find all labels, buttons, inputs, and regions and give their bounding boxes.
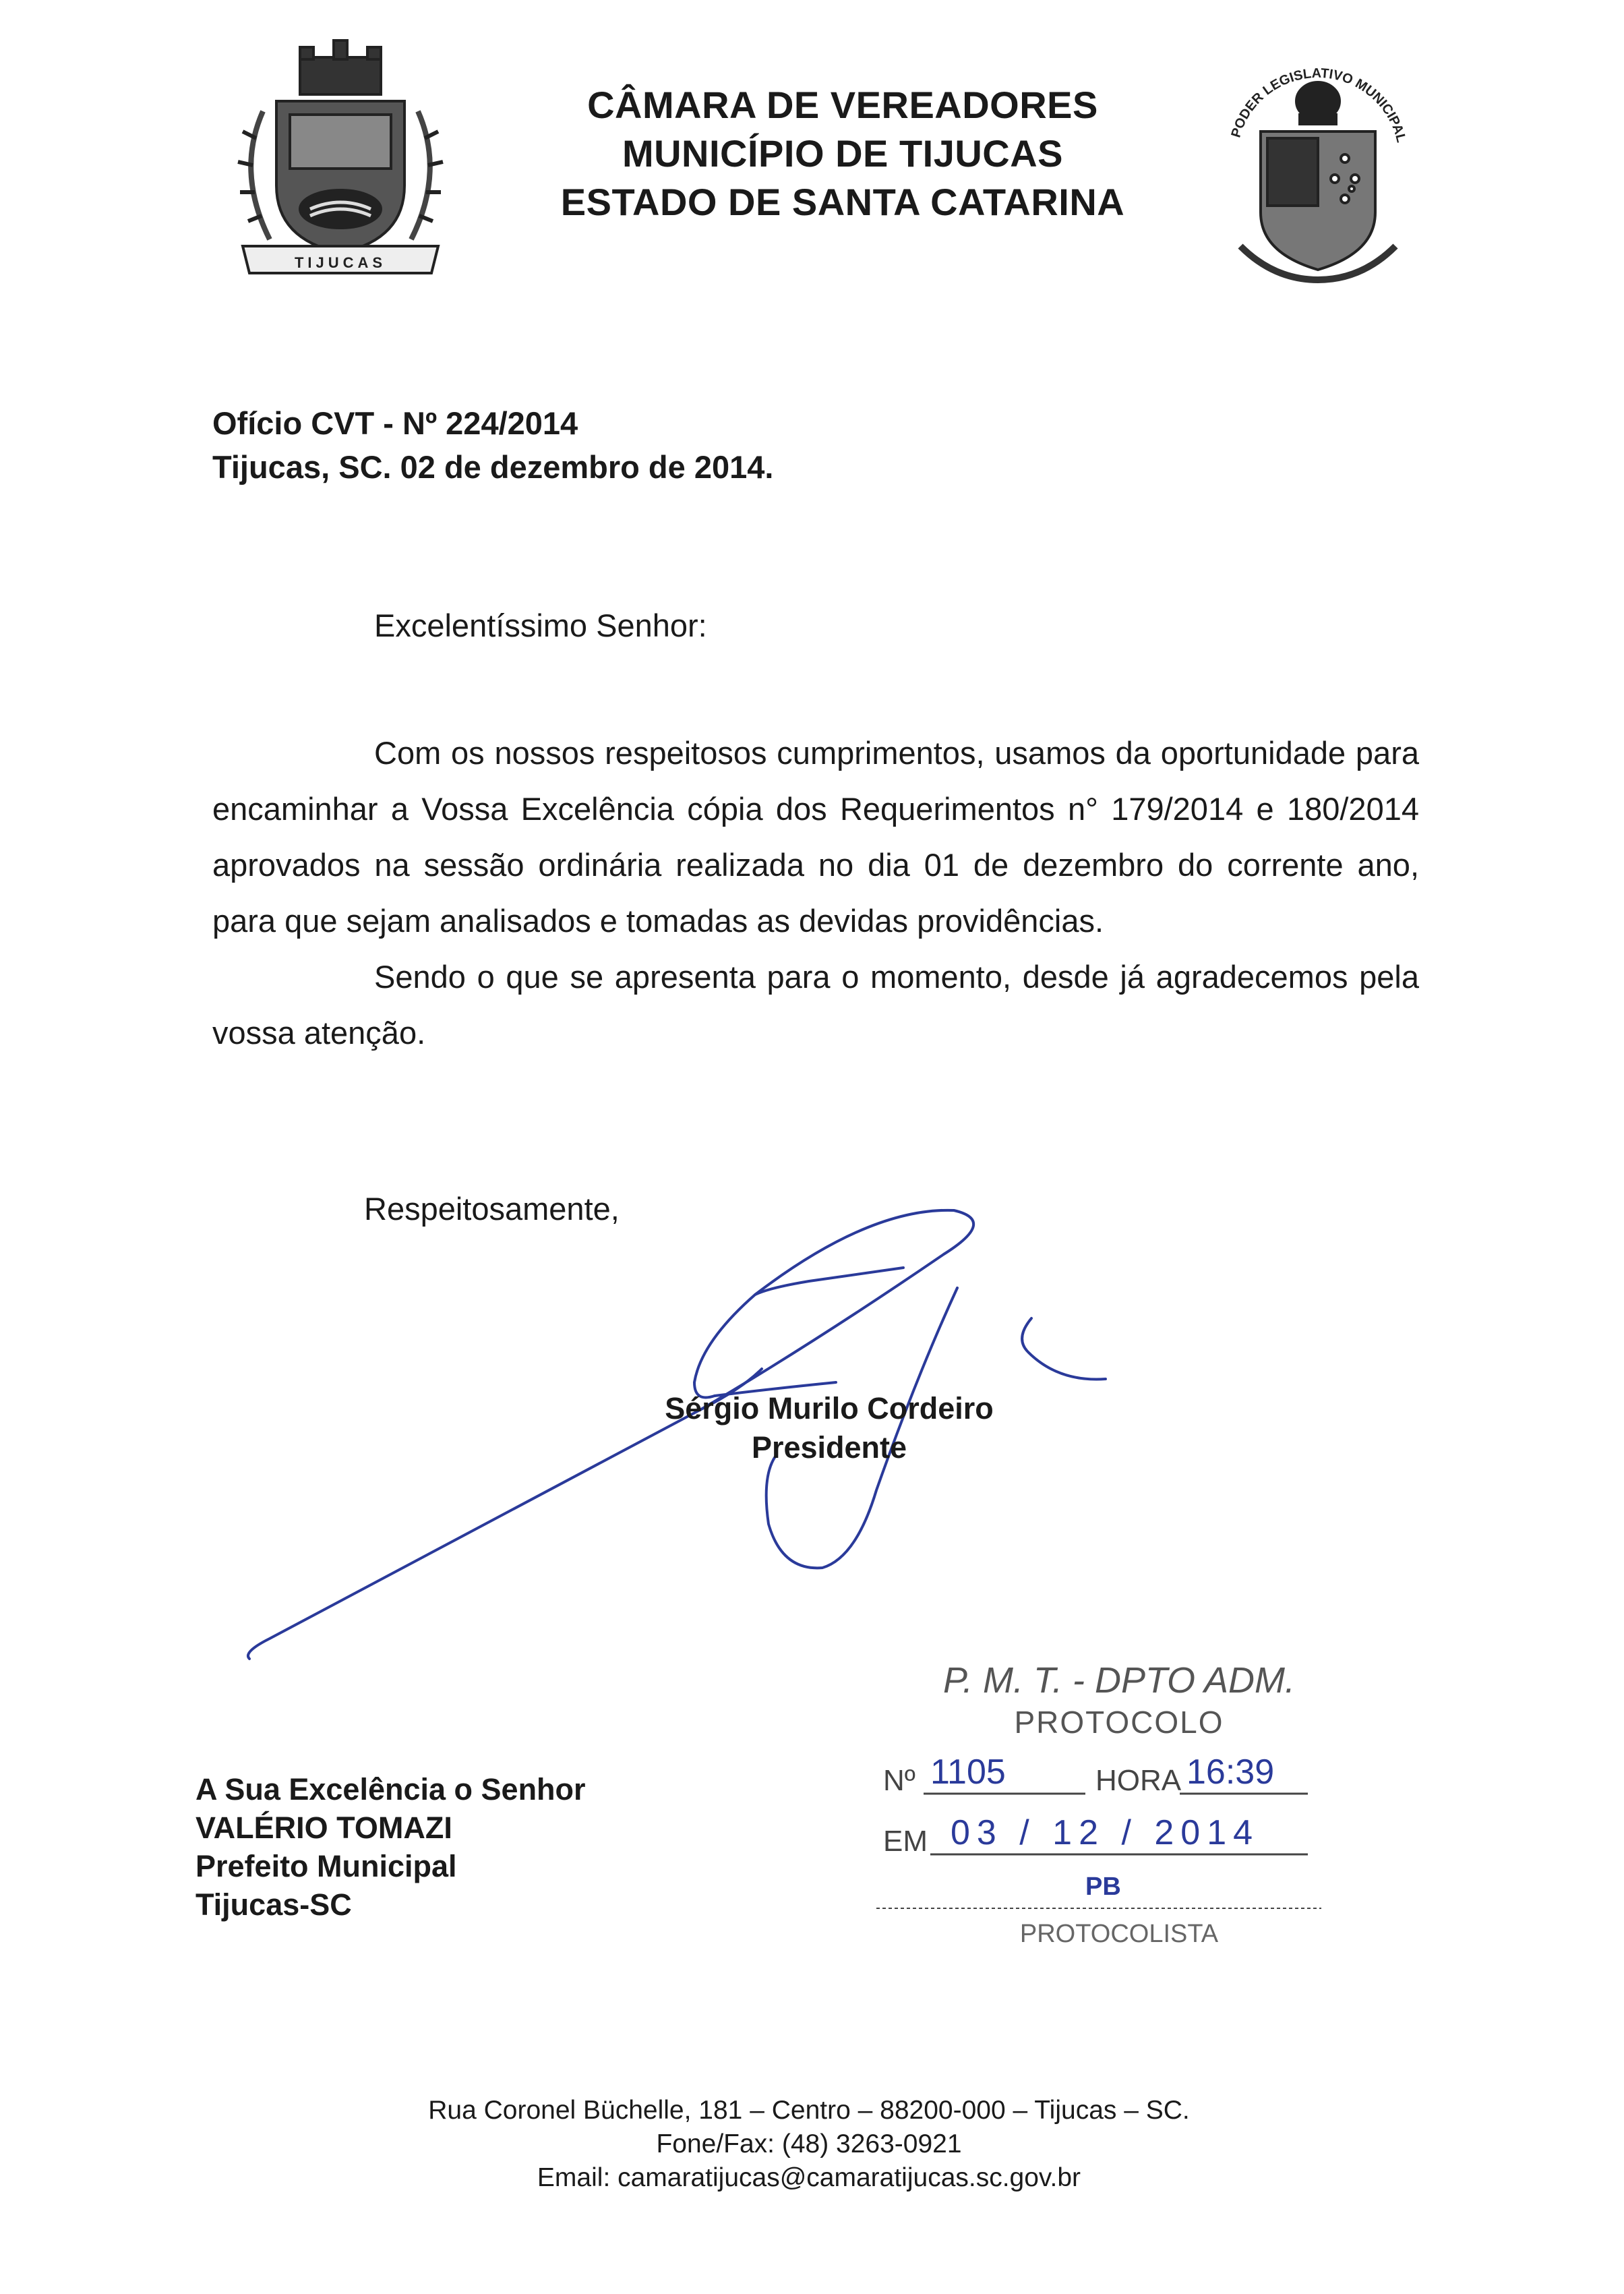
footer-phone: Fone/Fax: (48) 3263-0921 [656,2129,962,2158]
protocol-stamp [863,1645,1348,1969]
stamp-department: P. M. T. - DPTO ADM. [942,1660,1296,1701]
stamp-number-value: 1105 [930,1753,1006,1792]
stamp-time-value: 16:39 [1186,1753,1275,1792]
legislative-seal [1220,57,1416,287]
signer-block [593,1389,1065,1467]
letter-body [212,725,1419,1061]
signer-name: Sérgio Murilo Cordeiro [665,1391,994,1425]
footer-address: Rua Coronel Büchelle, 181 – Centro – 88200-000 – Tijucas – SC. [428,2096,1190,2125]
stamp-initials: PB [1085,1873,1121,1901]
addressee-city: Tijucas-SC [196,1887,352,1922]
body-paragraph-1: Com os nossos respeitosos cumprimentos, usamos da oportunidade para encaminhar a Vossa Excelência cópia dos Requerimentos n° 179/2014 e 180/2014 aprovados na sessão ordinária realizada no dia 01 de dezembro do corrente ano, para que sejam analisados e tomadas as devidas providências. [212,735,1419,939]
footer-email: Email: camaratijucas@camaratijucas.sc.gov.br [537,2163,1081,2192]
addressee-name: VALÉRIO TOMAZI [196,1811,452,1845]
seal-ring-text: PODER LEGISLATIVO MUNICIPAL [1228,65,1409,144]
tijucas-coat-of-arms [222,37,458,280]
office-number: Ofício CVT - Nº 224/2014 [212,405,578,441]
letterhead-footer [202,2094,1416,2195]
crest-banner-text: TIJUCAS [294,254,387,271]
stamp-clerk-label: PROTOCOLISTA [1019,1920,1219,1948]
body-paragraph-2: Sendo o que se apresenta para o momento, desde já agradecemos pela vossa atenção. [212,959,1419,1051]
stamp-date-value: 03 / 12 / 2014 [951,1813,1260,1852]
stamp-time-label: HORA [1095,1764,1182,1797]
letterhead-title [458,81,1227,227]
stamp-date-label: EM [883,1825,928,1858]
addressee-salutation: A Sua Excelência o Senhor [196,1772,586,1806]
letterhead-line-3: ESTADO DE SANTA CATARINA [560,181,1125,223]
document-reference [212,401,773,489]
salutation: Excelentíssimo Senhor: [374,608,707,643]
stamp-number-label: Nº [883,1764,915,1797]
letterhead-line-2: MUNICÍPIO DE TIJUCAS [622,132,1064,175]
letterhead-line-1: CÂMARA DE VEREADORES [587,84,1098,126]
addressee-title: Prefeito Municipal [196,1849,457,1883]
signer-title: Presidente [751,1430,907,1465]
place-and-date: Tijucas, SC. 02 de dezembro de 2014. [212,449,774,485]
closing-phrase: Respeitosamente, [364,1191,620,1227]
stamp-heading: PROTOCOLO [1014,1705,1224,1740]
addressee-block [196,1770,586,1924]
